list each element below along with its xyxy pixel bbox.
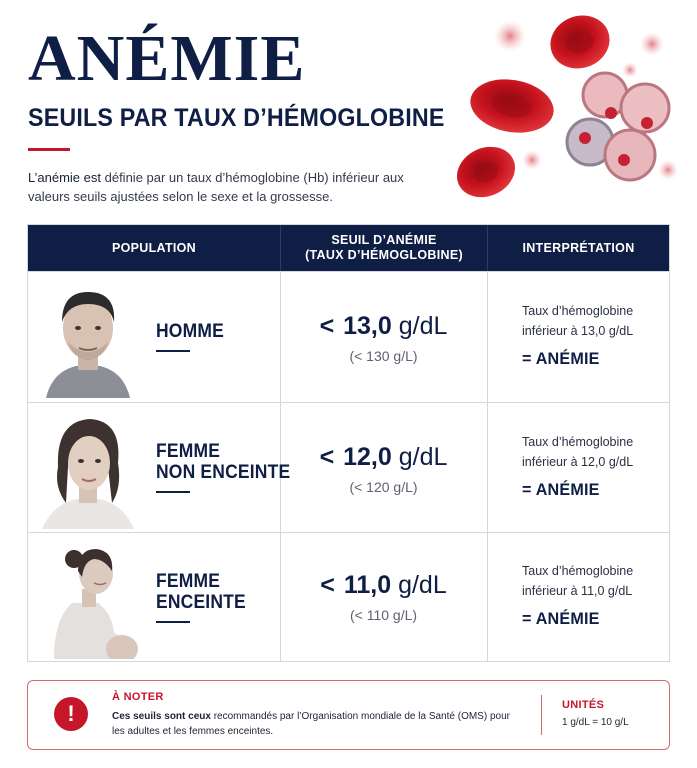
interpretation-line1: Taux d’hémoglobine bbox=[522, 304, 634, 318]
header-threshold bbox=[280, 225, 487, 271]
interpretation-cell bbox=[522, 432, 662, 500]
population-label: FEMME NON ENCEINTE bbox=[156, 441, 291, 483]
note-box bbox=[27, 680, 670, 750]
units-heading: UNITÉS bbox=[562, 699, 605, 711]
interpretation-line2: inférieur à 12,0 g/dL bbox=[522, 455, 634, 469]
table-row-femme-enceinte bbox=[28, 532, 669, 661]
header-population: POPULATION bbox=[111, 240, 197, 255]
interpretation-line2: inférieur à 11,0 g/dL bbox=[522, 584, 633, 598]
interpretation-line1: Taux d’hémoglobine bbox=[522, 435, 634, 449]
title-underline bbox=[28, 148, 70, 151]
interpretation-result: = ANÉMIE bbox=[522, 480, 600, 499]
interpretation-cell bbox=[522, 561, 662, 629]
note-text bbox=[112, 709, 512, 739]
population-underline bbox=[156, 350, 190, 352]
interpretation-result: = ANÉMIE bbox=[522, 349, 600, 368]
intro-lead: L’anémie est bbox=[28, 170, 101, 185]
intro-rest: définie par un taux d’hémoglobine (Hb) inférieur aux valeurs seuils ajustées selon le sexe et la grossesse. bbox=[28, 170, 404, 204]
woman-portrait bbox=[38, 407, 138, 529]
population-label: FEMME ENCEINTE bbox=[156, 571, 246, 613]
population-underline bbox=[156, 621, 190, 623]
interpretation-line1: Taux d’hémoglobine bbox=[522, 564, 634, 578]
red-blood-cells-illustration bbox=[440, 10, 690, 210]
note-text-bold: Ces seuils sont ceux bbox=[112, 711, 211, 722]
threshold-cell bbox=[280, 571, 487, 623]
table-row-femme-non-enceinte bbox=[28, 402, 669, 532]
note-text-rest: recommandés par l’Organisation mondiale de la Santé (OMS) pour les adultes et les femmes enceintes. bbox=[112, 711, 510, 737]
threshold-value: < 11,0 g/dL bbox=[320, 571, 447, 599]
threshold-value: < 12,0 g/dL bbox=[319, 443, 448, 471]
pregnant-woman-portrait bbox=[38, 537, 138, 659]
note-heading: À NOTER bbox=[112, 691, 164, 703]
table-row-homme bbox=[28, 271, 669, 402]
threshold-alt: (< 130 g/L) bbox=[349, 348, 418, 364]
threshold-cell bbox=[280, 443, 487, 495]
population-underline bbox=[156, 491, 190, 493]
header-interpretation: INTERPRÉTATION bbox=[487, 225, 669, 271]
header-threshold-line2: (TAUX D’HÉMOGLOBINE) bbox=[305, 248, 463, 262]
anemia-threshold-table bbox=[27, 224, 670, 662]
man-portrait bbox=[38, 276, 138, 398]
interpretation-cell bbox=[522, 301, 662, 369]
note-divider bbox=[541, 695, 542, 735]
threshold-alt: (< 120 g/L) bbox=[349, 479, 418, 495]
units-text: 1 g/dL = 10 g/L bbox=[562, 717, 629, 728]
exclamation-icon: ! bbox=[54, 697, 88, 731]
interpretation-result: = ANÉMIE bbox=[522, 609, 600, 628]
population-label: HOMME bbox=[156, 321, 224, 342]
threshold-cell bbox=[280, 312, 487, 364]
intro-text bbox=[28, 168, 408, 206]
threshold-alt: (< 110 g/L) bbox=[349, 607, 418, 623]
table-header bbox=[28, 225, 669, 271]
threshold-value: < 13,0 g/dL bbox=[319, 312, 448, 340]
header-threshold-line1: SEUIL D’ANÉMIE bbox=[331, 233, 437, 247]
page-title: ANÉMIE bbox=[28, 22, 306, 95]
page-subtitle: SEUILS PAR TAUX D’HÉMOGLOBINE bbox=[28, 104, 445, 132]
interpretation-line2: inférieur à 13,0 g/dL bbox=[522, 324, 634, 338]
